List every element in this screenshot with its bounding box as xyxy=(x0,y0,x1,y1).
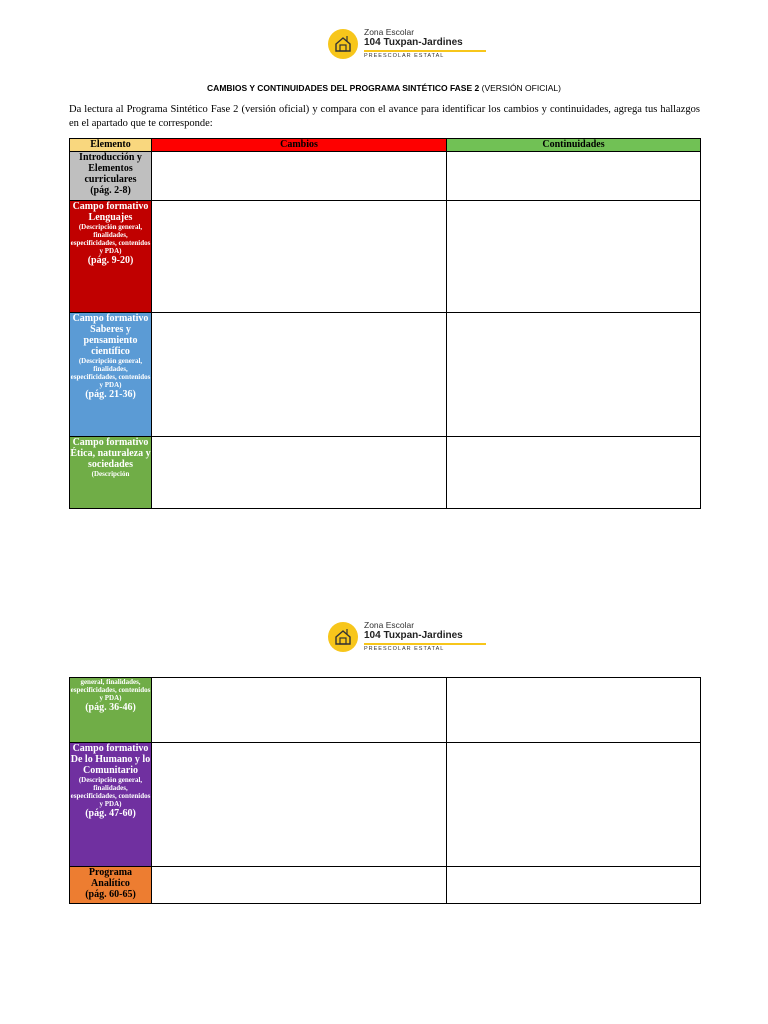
element-lenguajes: Campo formativo Lenguajes (Descripción general, finalidades, especificidades, contenidos y PDA) (pág. 9-20) xyxy=(70,201,152,313)
logo-line2: 104 Tuxpan-Jardines xyxy=(364,629,463,641)
changes-cell[interactable] xyxy=(152,201,447,313)
changes-cell[interactable] xyxy=(152,867,447,904)
table-row xyxy=(70,678,701,743)
logo-rule xyxy=(364,643,486,645)
table-row xyxy=(70,201,701,313)
element-etica: Campo formativo Ética, naturaleza y sociedades (Descripción xyxy=(70,437,152,509)
school-house-icon xyxy=(328,622,358,652)
instructions-paragraph: Da lectura al Programa Sintético Fase 2 (versión oficial) y compara con el avance para identificar los cambios y continuidades, agrega tus hallazgos en el apartado que te corresponde: xyxy=(69,104,700,129)
element-humano: Campo formativo De lo Humano y lo Comunitario (Descripción general, finalidades, especificidades, contenidos y PDA) (pág. 47-60) xyxy=(70,743,152,867)
comparison-table-page1 xyxy=(69,138,701,509)
changes-cell[interactable] xyxy=(152,743,447,867)
element-etica-cont: general, finalidades, especificidades, contenidos y PDA) (pág. 36-46) xyxy=(70,678,152,743)
element-intro: Introducción y Elementos curriculares (pág. 2-8) xyxy=(70,152,152,201)
table-row xyxy=(70,152,701,201)
document-title: CAMBIOS Y CONTINUIDADES DEL PROGRAMA SINTÉTICO FASE 2 (VERSIÓN OFICIAL) xyxy=(207,83,561,93)
header-element: Elemento xyxy=(70,139,152,152)
changes-cell[interactable] xyxy=(152,678,447,743)
logo-line3: PREESCOLAR ESTATAL xyxy=(364,52,445,59)
continuities-cell[interactable] xyxy=(447,201,701,313)
school-house-icon xyxy=(328,29,358,59)
element-programa-analitico: Programa Analítico (pág. 60-65) xyxy=(70,867,152,904)
header-continuities: Continuidades xyxy=(447,139,701,152)
element-saberes: Campo formativo Saberes y pensamiento científico (Descripción general, finalidades, especificidades, contenidos y PDA) (pág. 21-36) xyxy=(70,313,152,437)
continuities-cell[interactable] xyxy=(447,743,701,867)
changes-cell[interactable] xyxy=(152,152,447,201)
header-changes: Cambios xyxy=(152,139,447,152)
logo-line1: Zona Escolar xyxy=(364,27,415,37)
table-row xyxy=(70,743,701,867)
continuities-cell[interactable] xyxy=(447,313,701,437)
continuities-cell[interactable] xyxy=(447,678,701,743)
logo-line2: 104 Tuxpan-Jardines xyxy=(364,36,463,48)
school-logo-page2 xyxy=(328,621,486,652)
continuities-cell[interactable] xyxy=(447,437,701,509)
changes-cell[interactable] xyxy=(152,437,447,509)
table-row xyxy=(70,437,701,509)
school-logo xyxy=(328,28,486,59)
continuities-cell[interactable] xyxy=(447,867,701,904)
table-header-row xyxy=(70,139,701,152)
changes-cell[interactable] xyxy=(152,313,447,437)
logo-rule xyxy=(364,50,486,52)
logo-line1: Zona Escolar xyxy=(364,620,415,630)
table-row xyxy=(70,867,701,904)
table-row xyxy=(70,313,701,437)
logo-line3: PREESCOLAR ESTATAL xyxy=(364,645,445,652)
document-title-suffix: (VERSIÓN OFICIAL) xyxy=(481,83,561,93)
continuities-cell[interactable] xyxy=(447,152,701,201)
comparison-table-page2 xyxy=(69,677,701,904)
